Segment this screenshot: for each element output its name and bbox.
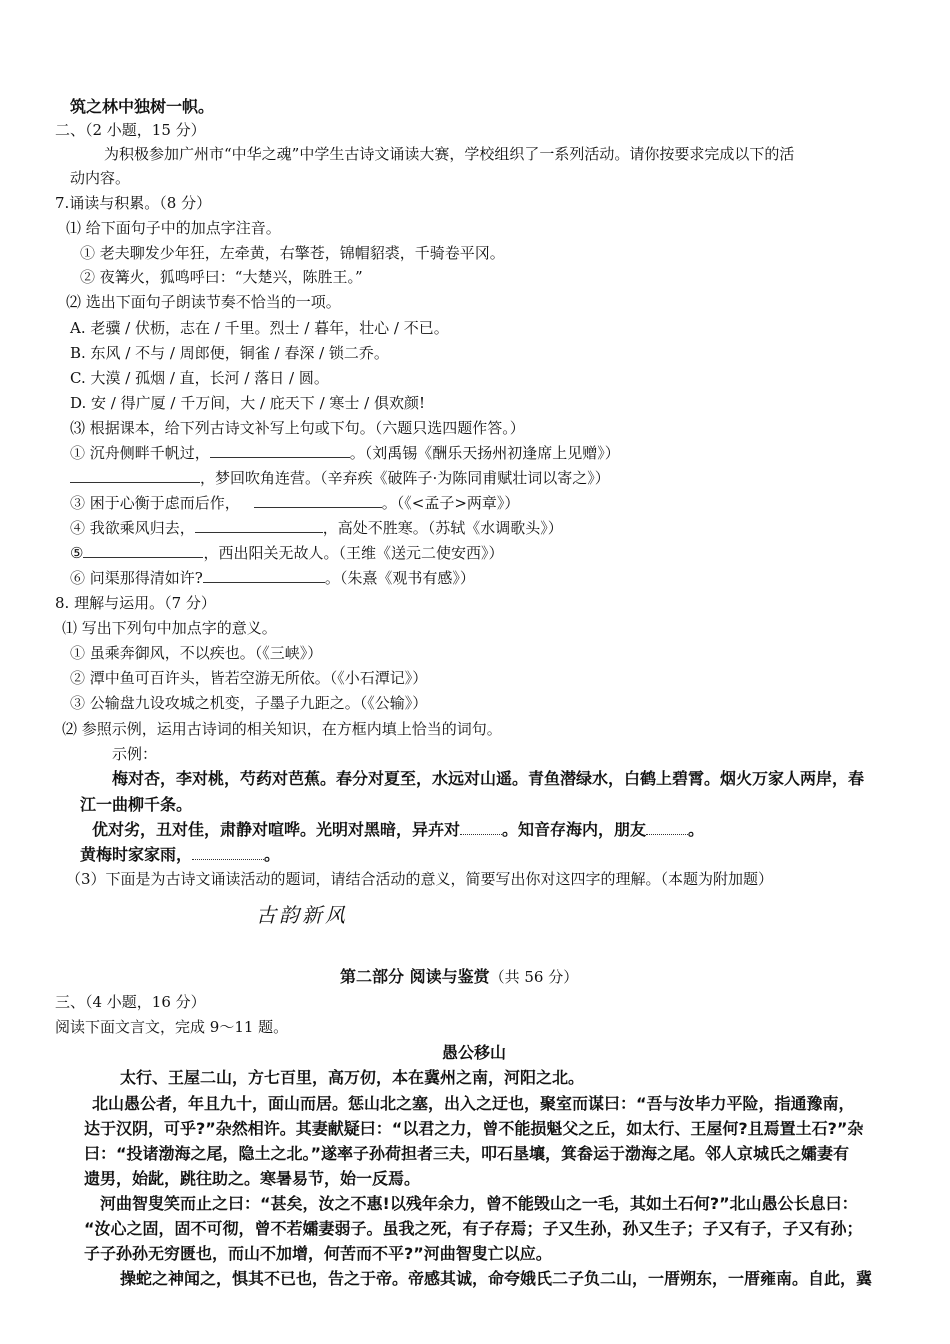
section-heading: 三、（4 小题，16 分） xyxy=(55,993,206,1011)
passage-line: 遗男，始龀，跳往助之。寒暑易节，始一反焉。 xyxy=(84,1169,421,1188)
fill-blank-line: ④ 我欲乘风归去， ，高处不胜寒。（苏轼《水调歌头》） xyxy=(70,519,563,537)
fill-blank-line: ① 沉舟侧畔千帆过， 。（刘禹锡《酬乐天扬州初逢席上见赠》） xyxy=(70,444,620,462)
text-line: ③ 公输盘九设攻城之机变，子墨子九距之。（《公输》） xyxy=(70,694,428,712)
answer-blank[interactable] xyxy=(646,820,688,835)
option-a: A. 老骥 / 伏枥，志在 / 千里。烈士 / 暮年，壮心 / 不已。 xyxy=(70,319,449,337)
fill-blank-line: ⑤ ，西出阳关无故人。（王维《送元二使安西》） xyxy=(70,544,504,562)
passage-line: 北山愚公者，年且九十，面山而居。惩山北之塞，出入之迂也，聚室而谋曰：“吾与汝毕力平险，指通豫南， xyxy=(92,1094,855,1113)
answer-blank[interactable] xyxy=(210,443,350,458)
fill-blank-line: ，梦回吹角连营。（辛弃疾《破阵子·为陈同甫赋壮词以寄之》） xyxy=(70,467,610,489)
text-line: ⑵ 选出下面句子朗读节奏不恰当的一项。 xyxy=(66,293,341,311)
answer-blank[interactable] xyxy=(70,468,200,483)
part-title: 第二部分 阅读与鉴赏（共 56 分） xyxy=(340,967,579,986)
answer-blank[interactable] xyxy=(460,820,502,835)
text-line: ⑶ 根据课本，给下列古诗文补写上句或下句。（六题只选四题作答。） xyxy=(70,419,525,437)
option-b: B. 东风 / 不与 / 周郎便，铜雀 / 春深 / 锁二乔。 xyxy=(70,344,389,362)
passage-line: 操蛇之神闻之，惧其不已也，告之于帝。帝感其诚，命夸娥氏二子负二山，一厝朔东，一厝雍南。自此，冀 xyxy=(120,1269,873,1288)
answer-blank[interactable] xyxy=(192,845,264,860)
answer-blank[interactable] xyxy=(254,493,382,508)
text-line: ② 夜篝火，狐鸣呼曰：“大楚兴，陈胜王。” xyxy=(80,268,363,286)
example-line: 江一曲柳千条。 xyxy=(80,795,193,814)
text-line: 为积极参加广州市“中华之魂”中学生古诗文诵读大赛，学校组织了一系列活动。请你按要求完成以下的活 xyxy=(104,145,795,163)
passage-line: “汝心之固，固不可彻，曾不若孀妻弱子。虽我之死，有子存焉；子又生孙，孙又生子；子又有子，子又有孙； xyxy=(84,1219,863,1238)
answer-blank[interactable] xyxy=(203,568,325,583)
question-heading: 8. 理解与运用。（7 分） xyxy=(55,594,216,612)
answer-blank[interactable] xyxy=(195,518,323,533)
text-line: （3）下面是为古诗文诵读活动的题词，请结合活动的意义，简要写出你对这四字的理解。（本题为附加题） xyxy=(66,870,774,888)
text-line: ② 潭中鱼可百许头，皆若空游无所依。（《小石潭记》） xyxy=(70,669,428,687)
option-d: D. 安 / 得广厦 / 千万间，大 / 庇天下 / 寒士 / 俱欢颜! xyxy=(70,394,426,412)
section-heading: 二、（2 小题，15 分） xyxy=(55,121,206,139)
text-line: ⑴ 给下面句子中的加点字注音。 xyxy=(66,219,281,237)
text-line: ⑵ 参照示例，运用古诗词的相关知识，在方框内填上恰当的词句。 xyxy=(62,720,502,738)
passage-line: 太行、王屋二山，方七百里，高万仞，本在冀州之南，河阳之北。 xyxy=(120,1068,585,1087)
fill-blank-line: 优对劣，丑对佳，肃静对喧哗。光明对黑暗，异卉对 。知音存海内，朋友 。 xyxy=(92,820,705,839)
text-line: 动内容。 xyxy=(70,169,131,187)
fill-blank-line: ⑥ 问渠那得清如许? 。（朱熹《观书有感》） xyxy=(70,569,475,587)
text-line: 筑之林中独树一帜。 xyxy=(70,97,215,116)
passage-line: 河曲智叟笑而止之曰：“甚矣，汝之不惠!以残年余力，曾不能毁山之一毛，其如土石何?”北山愚公长息曰： xyxy=(100,1194,858,1213)
passage-line: 子子孙孙无穷匮也，而山不加增，何苦而不平?”河曲智叟亡以应。 xyxy=(84,1244,552,1263)
text-line: 阅读下面文言文，完成 9～11 题。 xyxy=(55,1018,289,1036)
example-line: 梅对杏，李对桃，芍药对芭蕉。春分对夏至，水远对山遥。青鱼潜绿水，白鹤上碧霄。烟火万家人两岸，春 xyxy=(112,769,865,788)
text-line: 示例： xyxy=(112,745,158,763)
option-c: C. 大漠 / 孤烟 / 直，长河 / 落日 / 圆。 xyxy=(70,369,329,387)
text-line: ① 老夫聊发少年狂，左牵黄，右擎苍，锦帽貂裘，千骑卷平冈。 xyxy=(80,244,505,262)
text-line: ① 虽乘奔御风，不以疾也。（《三峡》） xyxy=(70,644,323,662)
answer-blank[interactable] xyxy=(83,543,203,558)
inscription: 古韵新风 xyxy=(256,903,348,927)
fill-blank-line: ③ 困于心衡于虑而后作， 。（《<孟子>两章》） xyxy=(70,494,520,512)
passage-line: 曰：“投诸渤海之尾，隐土之北。”遂率子孙荷担者三夫，叩石垦壤，箕畚运于渤海之尾。邻人京城氏之孀妻有 xyxy=(84,1144,850,1163)
question-heading: 7.诵读与积累。（8 分） xyxy=(55,194,212,212)
fill-blank-line: 黄梅时家家雨， 。 xyxy=(80,845,281,864)
passage-line: 达于汉阴，可乎?”杂然相许。其妻献疑曰：“以君之力，曾不能损魁父之丘，如太行、王屋何?且焉置土石?”杂 xyxy=(84,1119,864,1138)
passage-title: 愚公移山 xyxy=(442,1043,507,1062)
text-line: ⑴ 写出下列句中加点字的意义。 xyxy=(62,619,277,637)
